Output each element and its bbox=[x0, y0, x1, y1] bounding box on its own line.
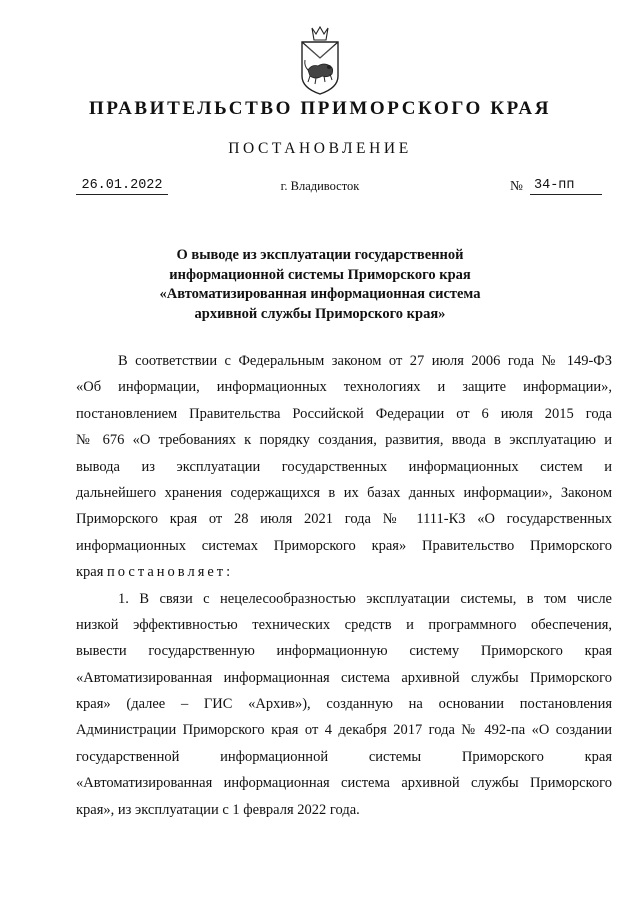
document-number: 34-пп bbox=[530, 178, 602, 195]
resolution-prefix: края bbox=[76, 564, 108, 581]
body-line: В соответствии с Федеральным законом от 27 июля 2006 года № 149-ФЗ bbox=[118, 353, 612, 369]
document-meta-row bbox=[0, 178, 640, 200]
item-1-line: низкой эффективностью технических средств и программного обеспечения, bbox=[76, 616, 612, 633]
document-body bbox=[76, 348, 612, 823]
primorsky-coat-of-arms-icon bbox=[296, 24, 344, 100]
body-line: дальнейшего хранения содержащихся в их базах данных информации», Законом bbox=[76, 484, 612, 501]
subject-line: О выводе из эксплуатации государственной bbox=[176, 247, 464, 263]
body-line: вывода из эксплуатации государственных информационных систем и bbox=[76, 458, 612, 475]
subject-line: «Автоматизированная информационная система bbox=[159, 286, 481, 302]
resolution-word: постановляет: bbox=[107, 564, 234, 581]
document-city: г. Владивосток bbox=[280, 179, 360, 193]
item-1-line: «Автоматизированная информационная система архивной службы Приморского bbox=[76, 775, 612, 792]
subject-line: информационной системы Приморского края bbox=[169, 266, 471, 283]
subject-line: архивной службы Приморского края» bbox=[194, 305, 446, 322]
item-1-line: Администрации Приморского края от 4 декабря 2017 года № 492-па «О создании bbox=[76, 722, 612, 739]
body-line: постановлением Правительства Российской Федерации от 6 июля 2015 года bbox=[76, 405, 612, 422]
body-line: информационных системах Приморского края» Правительство Приморского bbox=[76, 537, 612, 554]
item-1-line: вывести государственную информационную систему Приморского края bbox=[76, 643, 612, 660]
document-number-label: № bbox=[510, 178, 523, 193]
item-1-line: государственной информационной системы Приморского края bbox=[76, 748, 612, 765]
item-1-line: края», из эксплуатации с 1 февраля 2022 года. bbox=[76, 801, 360, 818]
body-line: «Об информации, информационных технологиях и защите информации», bbox=[76, 379, 612, 396]
government-title: ПРАВИТЕЛЬСТВО ПРИМОРСКОГО КРАЯ bbox=[88, 98, 552, 119]
body-line: Приморского края от 28 июля 2021 года № 1111-КЗ «О государственных bbox=[76, 511, 612, 528]
document-subject bbox=[120, 246, 520, 324]
item-1-line: края» (далее – ГИС «Архив»), созданную на основании постановления bbox=[76, 696, 612, 713]
item-1-line: «Автоматизированная информационная система архивной службы Приморского bbox=[76, 669, 612, 686]
document-type: ПОСТАНОВЛЕНИЕ bbox=[228, 140, 412, 157]
document-date: 26.01.2022 bbox=[76, 178, 168, 195]
item-1-line: 1. В связи с нецелесообразностью эксплуатации системы, в том числе bbox=[118, 590, 612, 607]
body-line-resolution bbox=[76, 559, 612, 585]
body-line: № 676 «О требованиях к порядку создания, развития, ввода в эксплуатацию и bbox=[76, 432, 612, 449]
